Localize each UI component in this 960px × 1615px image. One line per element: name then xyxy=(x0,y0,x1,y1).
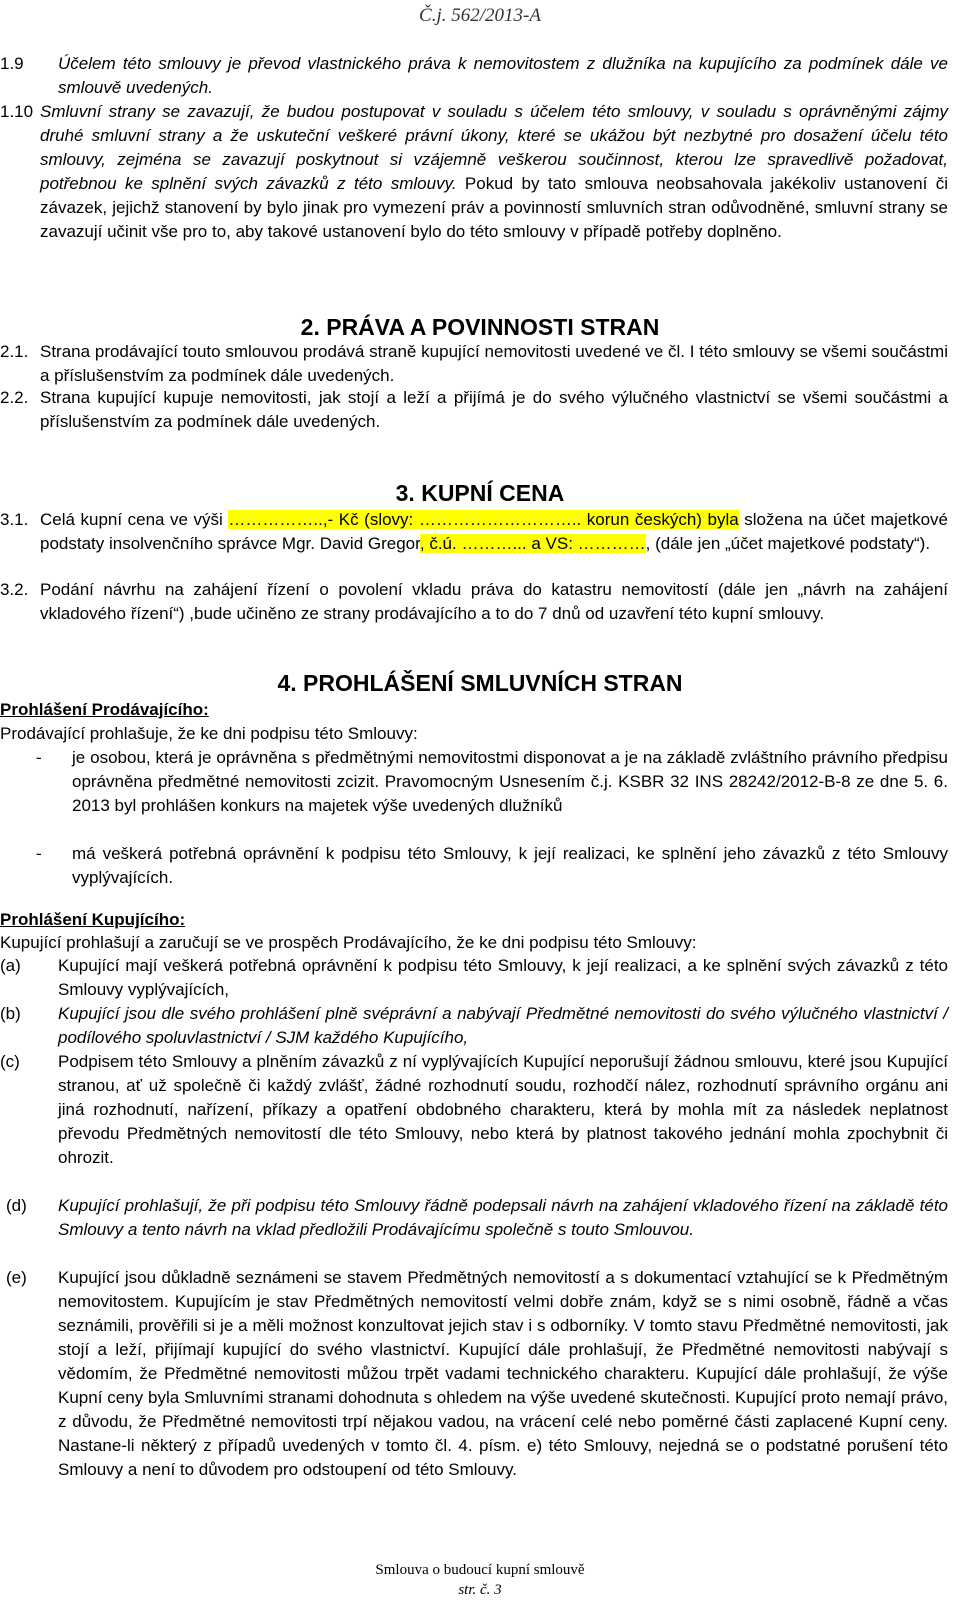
section-heading: 2. PRÁVA A POVINNOSTI STRAN xyxy=(300,314,660,340)
buyer-declaration-intro: Kupující prohlašují a zaručují se ve prospěch Prodávajícího, že ke dni podpisu této Smlouvy: xyxy=(0,933,697,952)
buyer-item xyxy=(0,1194,948,1242)
document-reference: Č.j. 562/2013-A xyxy=(419,5,541,26)
clause-text: Strana prodávající touto smlouvou prodává straně kupující nemovitosti uvedené ve čl. I této smlouvy se všemi součástmi a příslušenstvím za podmínek dále uvedených. xyxy=(40,342,948,385)
list-item-text: Kupující jsou důkladně seznámeni se stavem Předmětných nemovitostí a s dokumentací vztahující se k Předmětným nemovitostem. Kupujícím je stav Předmětných nemovitostí velmi dobře znám, když se s nimi osobně, řádně a včas seznámili, prověřili si je a měli možnost konzultovat jejich stav i s odborníky. V tomto stavu Předmětné nemovitosti, jak stojí a leží, přijímají kupující do svého vlastnictví. Kupující dále prohlašují, že Předmětné nemovitosti nabývají s vědomím, že Předmětné nemovitosti můžou trpět vadami technického charakteru. Kupující dále prohlašují, že výše Kupní ceny byla Smluvními stranami dohodnuta s ohledem na výše uvedené skutečnosti. Kupující proto nemají právo, z důvodu, že Předmětné nemovitosti trpí nějakou vadou, na vrácení celé nebo poměrné části zaplacené Kupní ceny. Nastane-li některý z případů uvedených v tomto čl. 4. písm. e) této Smlouvy, nejedná se o podstatné porušení této Smlouvy a není to důvodem pro odstoupení od této Smlouvy. xyxy=(58,1268,948,1479)
price-blank-highlight: ……………..,- Kč (slovy: ……………………….. korun českých) byla xyxy=(228,510,739,529)
footer-title: Smlouva o budoucí kupní smlouvě xyxy=(375,1562,585,1578)
list-item-text: má veškerá potřebná oprávnění k podpisu této Smlouvy, k její realizaci, ke splnění jeho závazků z této Smlouvy vyplývajících. xyxy=(72,844,948,887)
buyer-item xyxy=(0,1266,948,1482)
list-marker: (d) xyxy=(6,1196,27,1215)
clause-number: 3.2. xyxy=(0,580,29,599)
buyer-item xyxy=(0,954,948,1002)
seller-item xyxy=(0,842,948,890)
seller-declaration-intro: Prodávající prohlašuje, že ke dni podpisu této Smlouvy: xyxy=(0,724,418,743)
buyer-declaration-title: Prohlášení Kupujícího: xyxy=(0,910,186,929)
list-marker: - xyxy=(36,844,42,863)
price-prefix: Celá kupní cena ve výši xyxy=(40,510,229,529)
clause-3-1 xyxy=(0,508,948,556)
buyer-item xyxy=(0,1050,948,1170)
seller-declaration-title: Prohlášení Prodávajícího: xyxy=(0,700,209,719)
page-number: str. č. 3 xyxy=(458,1582,502,1598)
clause-1-10 xyxy=(0,100,948,244)
account-blank-highlight: , č.ú. ………... a VS: ………… xyxy=(419,534,646,553)
clause-number: 3.1. xyxy=(0,510,29,529)
clause-3-2 xyxy=(0,578,948,626)
list-item-text: Podpisem této Smlouvy a plněním závazků z ní vyplývajících Kupující neporušují žádnou smlouvu, které jsou Kupující stranou, ať už společně či každý zvlášť, žádné rozhodnutí soudu, rozhodčí nález, rozhodnutí správního orgánu ani jiná rozhodnutí, nařízení, příkazy a opatření obdobného charakteru, která by mohla mít za následek neplatnost převodu Předmětných nemovitostí dle této Smlouvy, nebo která by platnost takového jednání mohla zpochybnit či ohrozit. xyxy=(58,1052,948,1167)
list-marker: (c) xyxy=(0,1052,20,1071)
clause-number: 1.10 xyxy=(0,102,34,121)
section-heading: 4. PROHLÁŠENÍ SMLUVNÍCH STRAN xyxy=(277,670,683,696)
list-item-text: Kupující prohlašují, že při podpisu této Smlouvy řádně podepsali návrh na zahájení vkladového řízení na základě této Smlouvy a tento návrh na vklad předložili Prodávajícímu společně s touto Smlouvou. xyxy=(58,1196,948,1239)
list-marker: (a) xyxy=(0,956,21,975)
seller-item xyxy=(0,746,948,818)
list-marker: - xyxy=(36,748,42,767)
clause-text-regular: Pokud by tato smlouva neobsahovala jakékoliv ustanovení či závazek, jejichž stanovení by bylo jinak pro vymezení práv a povinností smluvních stran odůvodněné, smluvní strany se zavazují učinit vše pro to, aby takové ustanovení bylo do této smlouvy v případě potřeby doplněno. xyxy=(40,174,948,241)
list-marker: (b) xyxy=(0,1004,21,1023)
clause-number: 2.1. xyxy=(0,342,29,361)
list-item-text: je osobou, která je oprávněna s předmětnými nemovitostmi disponovat a je na základě zvláštního právního předpisu oprávněna předmětné nemovitosti zcizit. Pravomocným Usnesením č.j. KSBR 32 INS 28242/2012-B-8 ze dne 5. 6. 2013 byl prohlášen konkurs na majetek výše uvedených dlužníků xyxy=(72,748,948,815)
clause-text: Podání návrhu na zahájení řízení o povolení vkladu práva do katastru nemovitostí (dále jen „návrh na zahájení vkladového řízení“) ,bude učiněno ze strany prodávajícího a to do 7 dnů od uzavření této kupní smlouvy. xyxy=(40,580,948,623)
clause-number: 2.2. xyxy=(0,388,29,407)
clause-text: Strana kupující kupuje nemovitosti, jak stojí a leží a přijímá je do svého výlučného vlastnictví se všemi součástmi a příslušenstvím za podmínek dále uvedených. xyxy=(40,388,948,431)
account-suffix: , (dále jen „účet majetkové podstaty“). xyxy=(645,534,931,553)
account-text: složena na účet majetkové podstaty insolvenčního správce Mgr. David Gregor xyxy=(40,510,948,553)
clause-text xyxy=(40,508,948,556)
clause-text xyxy=(40,100,948,244)
page-footer xyxy=(0,1560,960,1600)
section-heading: 3. KUPNÍ CENA xyxy=(395,480,565,506)
clause-text-italic: Smluvní strany se zavazují, že budou postupovat v souladu s účelem této smlouvy, v souladu s oprávněnými zájmy druhé smluvní strany a že uskuteční veškeré právní úkony, které se ukážou být nezbytné pro dosažení účelu této smlouvy, zejména se zavazují poskytnout si vzájemně veškerou součinnost, kterou lze spravedlivě požadovat, potřebnou ke splnění svých závazků z této smlouvy. xyxy=(40,102,948,193)
list-item-text: Kupující mají veškerá potřebná oprávnění k podpisu této Smlouvy, k její realizaci, a ke splnění svých závazků z této Smlouvy vyplývajících, xyxy=(58,956,948,999)
clause-2-1 xyxy=(0,340,948,388)
list-marker: (e) xyxy=(6,1268,27,1287)
list-item-text: Kupující jsou dle svého prohlášení plně svéprávní a nabývají Předmětné nemovitosti do svého výlučného vlastnictví / podílového spoluvlastnictví / SJM každého Kupujícího, xyxy=(58,1004,948,1047)
buyer-item xyxy=(0,1002,948,1050)
clause-text: Účelem této smlouvy je převod vlastnického práva k nemovitostem z dlužníka na kupujícího za podmínek dále ve smlouvě uvedených. xyxy=(58,54,948,97)
clause-1-9 xyxy=(0,52,948,100)
clause-number: 1.9 xyxy=(0,54,24,73)
clause-2-2 xyxy=(0,386,948,434)
